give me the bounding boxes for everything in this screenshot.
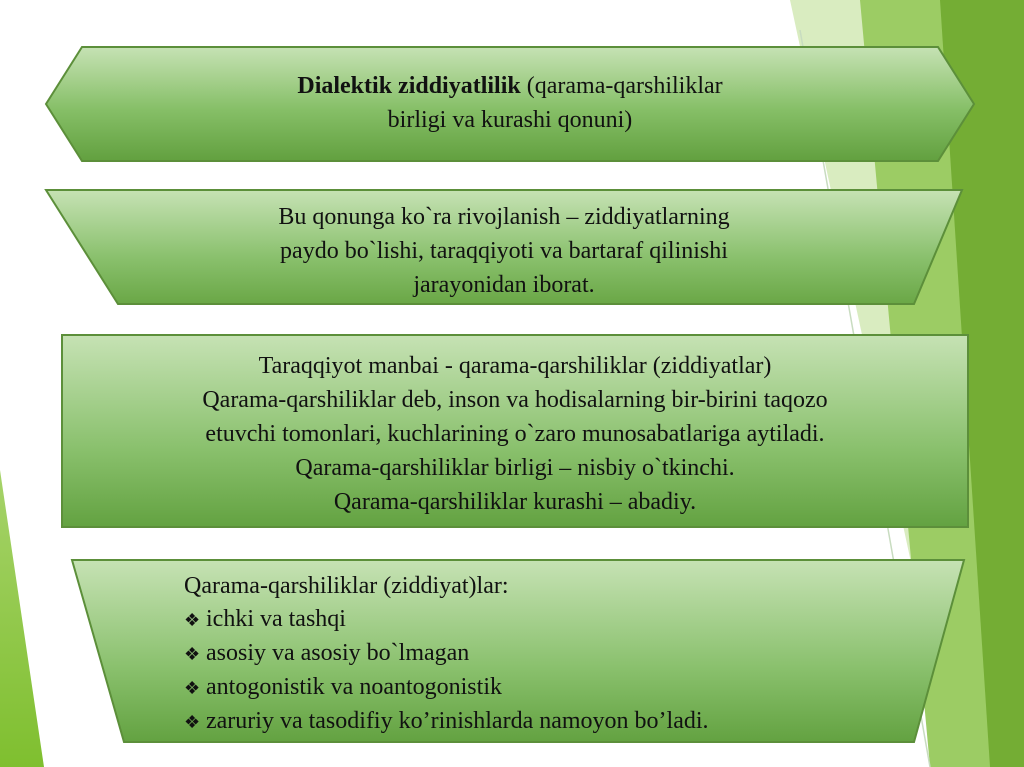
diamond-bullet-icon: ❖ bbox=[184, 712, 201, 732]
diamond-bullet-icon: ❖ bbox=[184, 644, 201, 664]
diamond-bullet-icon: ❖ bbox=[184, 610, 201, 630]
title-box bbox=[46, 47, 974, 161]
definition-line-1: Bu qonunga ko`ra rivojlanish – ziddiyatlarning bbox=[278, 204, 730, 230]
definition-line-2: paydo bo`lishi, taraqqiyoti va bartaraf qilinishi bbox=[280, 238, 728, 264]
list-item: ❖ asosiy va asosiy bo`lmagan bbox=[184, 637, 709, 671]
list-item: ❖ zaruriy va tasodifiy ko’rinishlarda namoyon bo’ladi. bbox=[184, 705, 709, 739]
list-item: ❖ antogonistik va noantogonistik bbox=[184, 671, 709, 705]
definition-line-3: jarayonidan iborat. bbox=[413, 272, 595, 298]
types-box bbox=[72, 560, 964, 742]
title-rest-line1: (qarama-qarshiliklar bbox=[526, 73, 723, 99]
diamond-bullet-icon: ❖ bbox=[184, 678, 201, 698]
left-decor-triangle bbox=[0, 470, 44, 767]
title-line2: birligi va kurashi qonuni) bbox=[387, 107, 633, 133]
types-list bbox=[184, 570, 709, 739]
list-item: ❖ ichki va tashqi bbox=[184, 603, 709, 637]
source-line-2: Qarama-qarshiliklar deb, inson va hodisalarning bir-birini taqozo bbox=[202, 387, 828, 413]
definition-box bbox=[46, 190, 962, 304]
source-line-5: Qarama-qarshiliklar kurashi – abadiy. bbox=[333, 489, 697, 515]
title-bold: Dialektik ziddiyatlilik bbox=[297, 73, 521, 99]
source-line-3: etuvchi tomonlari, kuchlarining o`zaro munosabatlariga aytiladi. bbox=[205, 421, 825, 447]
types-heading: Qarama-qarshiliklar (ziddiyat)lar: bbox=[184, 573, 509, 599]
source-line-1: Taraqqiyot manbai - qarama-qarshiliklar (ziddiyatlar) bbox=[258, 353, 772, 379]
source-box bbox=[62, 335, 968, 527]
source-line-4: Qarama-qarshiliklar birligi – nisbiy o`tkinchi. bbox=[295, 455, 735, 481]
